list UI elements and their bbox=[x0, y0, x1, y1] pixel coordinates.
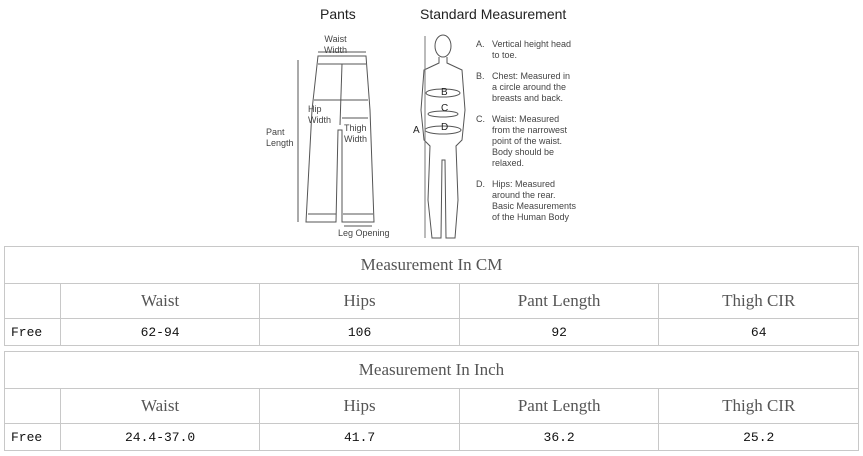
hip-width-label: Hip Width bbox=[308, 104, 332, 125]
pants-fly bbox=[340, 64, 342, 125]
cm-header-blank bbox=[5, 284, 61, 319]
inch-header-waist: Waist bbox=[60, 389, 260, 424]
cm-size-table bbox=[4, 246, 859, 346]
pants-title: Pants bbox=[320, 6, 356, 22]
cm-header-hips: Hips bbox=[260, 284, 459, 319]
cm-pant-length-value: 92 bbox=[459, 319, 659, 346]
inch-pant-length-value: 36.2 bbox=[459, 424, 659, 451]
thigh-width-label: Thigh Width bbox=[344, 123, 368, 144]
note-c-text: Waist: Measured from the narrowest point of the waist. Body should be relaxed. bbox=[492, 114, 568, 168]
body-outline bbox=[421, 57, 465, 238]
note-a-text: Vertical height head to toe. bbox=[492, 39, 572, 60]
inch-thigh-cir-value: 25.2 bbox=[659, 424, 859, 451]
cm-hips-value: 106 bbox=[260, 319, 459, 346]
note-c-letter: C. bbox=[476, 114, 485, 124]
inch-size-table bbox=[4, 351, 859, 451]
inch-hips-value: 41.7 bbox=[260, 424, 459, 451]
cm-waist-value: 62-94 bbox=[60, 319, 260, 346]
body-letter-b: B bbox=[441, 87, 448, 98]
note-b-letter: B. bbox=[476, 71, 485, 81]
cm-table-row bbox=[5, 319, 859, 346]
body-letter-d: D bbox=[441, 122, 449, 133]
inch-header-pant-length: Pant Length bbox=[459, 389, 659, 424]
leg-opening-label: Leg Opening bbox=[338, 228, 390, 238]
cm-size-label: Free bbox=[5, 319, 61, 346]
inch-size-label: Free bbox=[5, 424, 61, 451]
body-illustration bbox=[421, 35, 465, 238]
inch-header-thigh-cir: Thigh CIR bbox=[659, 389, 859, 424]
inch-header-blank bbox=[5, 389, 61, 424]
inch-table-row bbox=[5, 424, 859, 451]
inch-waist-value: 24.4-37.0 bbox=[60, 424, 260, 451]
note-b-text: Chest: Measured in a circle around the breasts and back. bbox=[492, 71, 571, 103]
cm-table-title: Measurement In CM bbox=[5, 247, 859, 284]
waist-width-label: Waist Width bbox=[324, 34, 348, 55]
cm-header-waist: Waist bbox=[60, 284, 260, 319]
cm-header-thigh-cir: Thigh CIR bbox=[659, 284, 859, 319]
cm-header-pant-length: Pant Length bbox=[459, 284, 659, 319]
body-letter-c: C bbox=[441, 103, 449, 114]
note-d-letter: D. bbox=[476, 179, 485, 189]
body-head bbox=[435, 35, 451, 57]
note-d-text: Hips: Measured around the rear. Basic Measurements of the Human Body bbox=[492, 179, 577, 222]
inch-table-title: Measurement In Inch bbox=[5, 352, 859, 389]
body-letter-a: A bbox=[413, 125, 420, 136]
cm-thigh-cir-value: 64 bbox=[659, 319, 859, 346]
pant-length-label: Pant Length bbox=[266, 127, 294, 148]
standard-measurement-title: Standard Measurement bbox=[420, 6, 567, 22]
note-a-letter: A. bbox=[476, 39, 485, 49]
inch-header-hips: Hips bbox=[260, 389, 459, 424]
